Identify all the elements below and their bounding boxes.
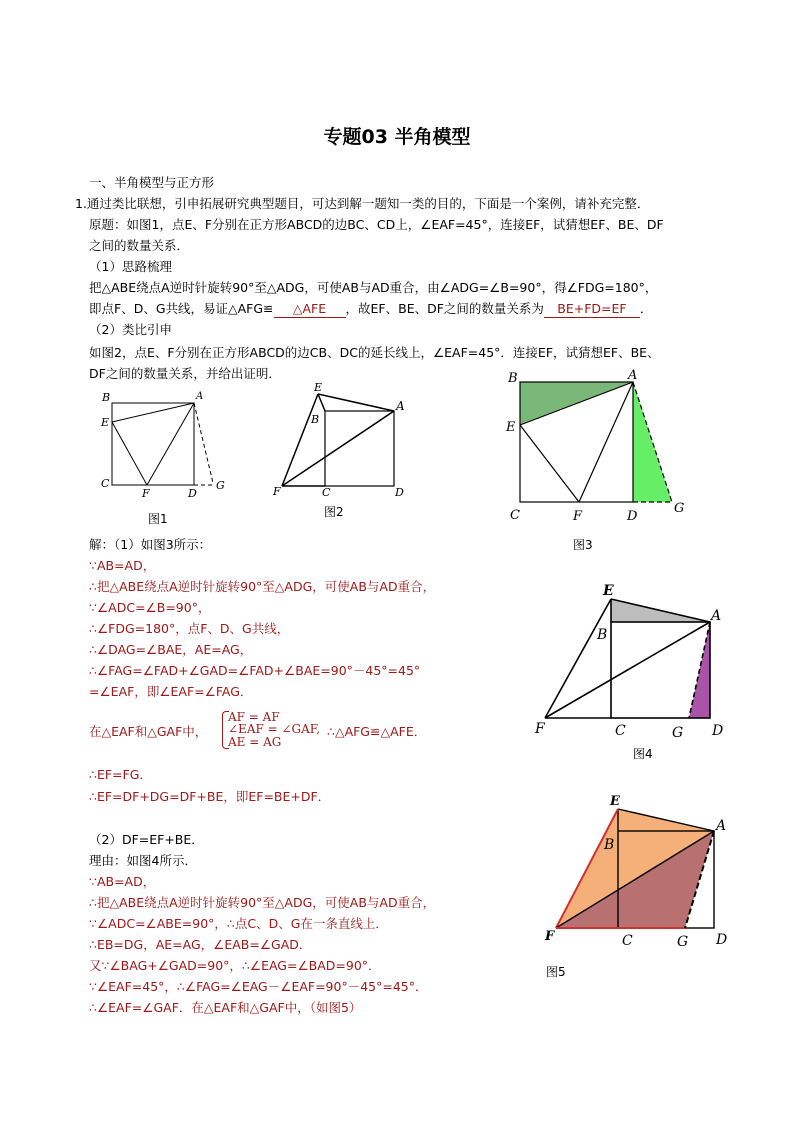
solution-step: ∴EF=DF+DG=DF+BE，即EF=BE+DF． [89,789,331,804]
point-label: C [101,477,110,490]
equation-line: AE = AG [228,735,282,749]
question-text: 原题：如图1，点E、F分别在正方形ABCD的边BC、CD上，∠EAF=45°，连接EF，试猜想EF、BE、DF [89,217,664,232]
section-heading: 一、半角模型与正方形 [89,175,215,190]
question-text [89,301,652,318]
figure-3 [500,362,700,527]
point-label: F [545,929,555,944]
solution-step: ∵∠ADC=∠ABE=90°，∴点C、D、G在一条直线上． [89,916,388,931]
solution-heading: 理由：如图4所示． [89,853,197,868]
solution-step: ∴把△ABE绕点A逆时针旋转90°至△ADG，可使AB与AD重合， [89,895,436,910]
point-label: E [506,420,516,435]
figure-5 [540,785,750,955]
solution-step: ∴∠FDG=180°，点F、D、G共线， [89,621,290,636]
solution-step: ∴∠FAG=∠FAD+∠GAD=∠FAD+∠BAE=90°－45°=45° [89,663,421,678]
point-label: B [508,371,518,386]
solution-step: ∴∠DAG=∠BAE，AE=AG， [89,642,253,657]
subheading: （1）思路梳理 [89,259,172,274]
point-label: G [677,934,689,950]
solution-step: 在△EAF和△GAF中， [89,724,208,739]
point-label: B [311,413,320,426]
point-label: A [711,608,722,624]
solution-step: ∴EF=FG． [89,767,152,782]
solution-step: ∴△AFG≌△AFE． [327,724,427,739]
point-label: C [510,508,520,523]
text-segment: 即点F、D、G共线，易证△AFG≌ [89,301,274,316]
question-text: 把△ABE绕点A逆时针旋转90°至△ADG，可使AB与AD重合，由∠ADG=∠B=90°，得∠FDG=180°， [89,280,658,295]
point-label: B [604,837,615,853]
text-segment: ，故EF、BE、DF之间的数量关系为 [345,301,544,316]
subheading: （2）类比引申 [89,322,172,337]
figure-caption: 图5 [546,965,566,979]
page-title: 专题03 半角模型 [323,126,471,148]
point-label: C [615,723,626,739]
point-label: G [672,725,684,741]
point-label: F [142,487,150,500]
point-label: E [101,416,110,429]
question-text: 如图2，点E、F分别在正方形ABCD的边CB、DC的延长线上，∠EAF=45°．连接EF，试猜想EF、BE、 [89,345,660,360]
figure-caption: 图3 [573,538,593,552]
point-label: D [627,509,638,524]
solution-step: ∴把△ABE绕点A逆时针旋转90°至△ADG，可使AB与AD重合， [89,579,436,594]
point-label: G [674,501,685,516]
point-label: A [396,399,405,413]
equation-line: AF = AF [228,710,280,724]
question-text: 1.通过类比联想，引申拓展研究典型题目，可达到解一题知一类的目的，下面是一个案例，请补充完整． [75,196,650,211]
solution-step: ∵AB=AD， [89,558,156,573]
point-label: F [573,509,583,524]
figure-caption: 图2 [324,505,344,519]
point-label: G [216,479,225,492]
point-label: D [712,723,724,739]
figure-2 [268,380,418,505]
solution-step: ∴∠EAF=∠GAF．在△EAF和△GAF中，（如图5） [89,1000,362,1015]
point-label: C [622,933,633,949]
question-text: 之间的数量关系． [89,238,190,253]
point-label: D [188,487,197,500]
figure-4 [530,575,740,765]
point-label: B [597,627,608,643]
point-label: F [535,721,545,737]
solution-heading: （2）DF=EF+BE． [89,832,204,847]
point-label: E [603,583,614,599]
solution-step: ∵∠ADC=∠B=90°， [89,600,211,615]
equation-line: ∠EAF = ∠GAF, [228,722,321,736]
point-label: A [716,818,727,834]
point-label: A [196,391,204,402]
point-label: C [322,486,331,499]
solution-heading: 解：（1）如图3所示： [89,537,212,552]
point-label: A [628,368,638,383]
solution-step: ∴EB=DG，AE=AG，∠EAB=∠GAD． [89,937,312,952]
figure-caption: 图1 [148,512,168,526]
solution-step: 又∵∠BAG+∠GAD=90°，∴∠EAG=∠BAD=90°． [89,958,381,973]
solution-step: ∵∠EAF=45°，∴∠FAG=∠EAG－∠EAF=90°－45°=45°． [89,979,428,994]
point-label: D [716,932,728,948]
solution-step: ∵AB=AD， [89,874,156,889]
point-label: E [610,794,620,809]
figure-1 [95,385,240,510]
answer-blank: BE+FD=EF [544,301,640,318]
point-label: B [102,391,111,404]
question-text: DF之间的数量关系，并给出证明． [89,366,281,381]
answer-blank: △AFE [274,301,346,318]
point-label: D [395,486,404,499]
figure-caption: 图4 [633,747,653,761]
point-label: E [314,381,323,394]
point-label: F [273,485,281,498]
solution-step: =∠EAF，即∠EAF=∠FAG． [89,684,253,699]
text-segment: ． [639,301,653,316]
